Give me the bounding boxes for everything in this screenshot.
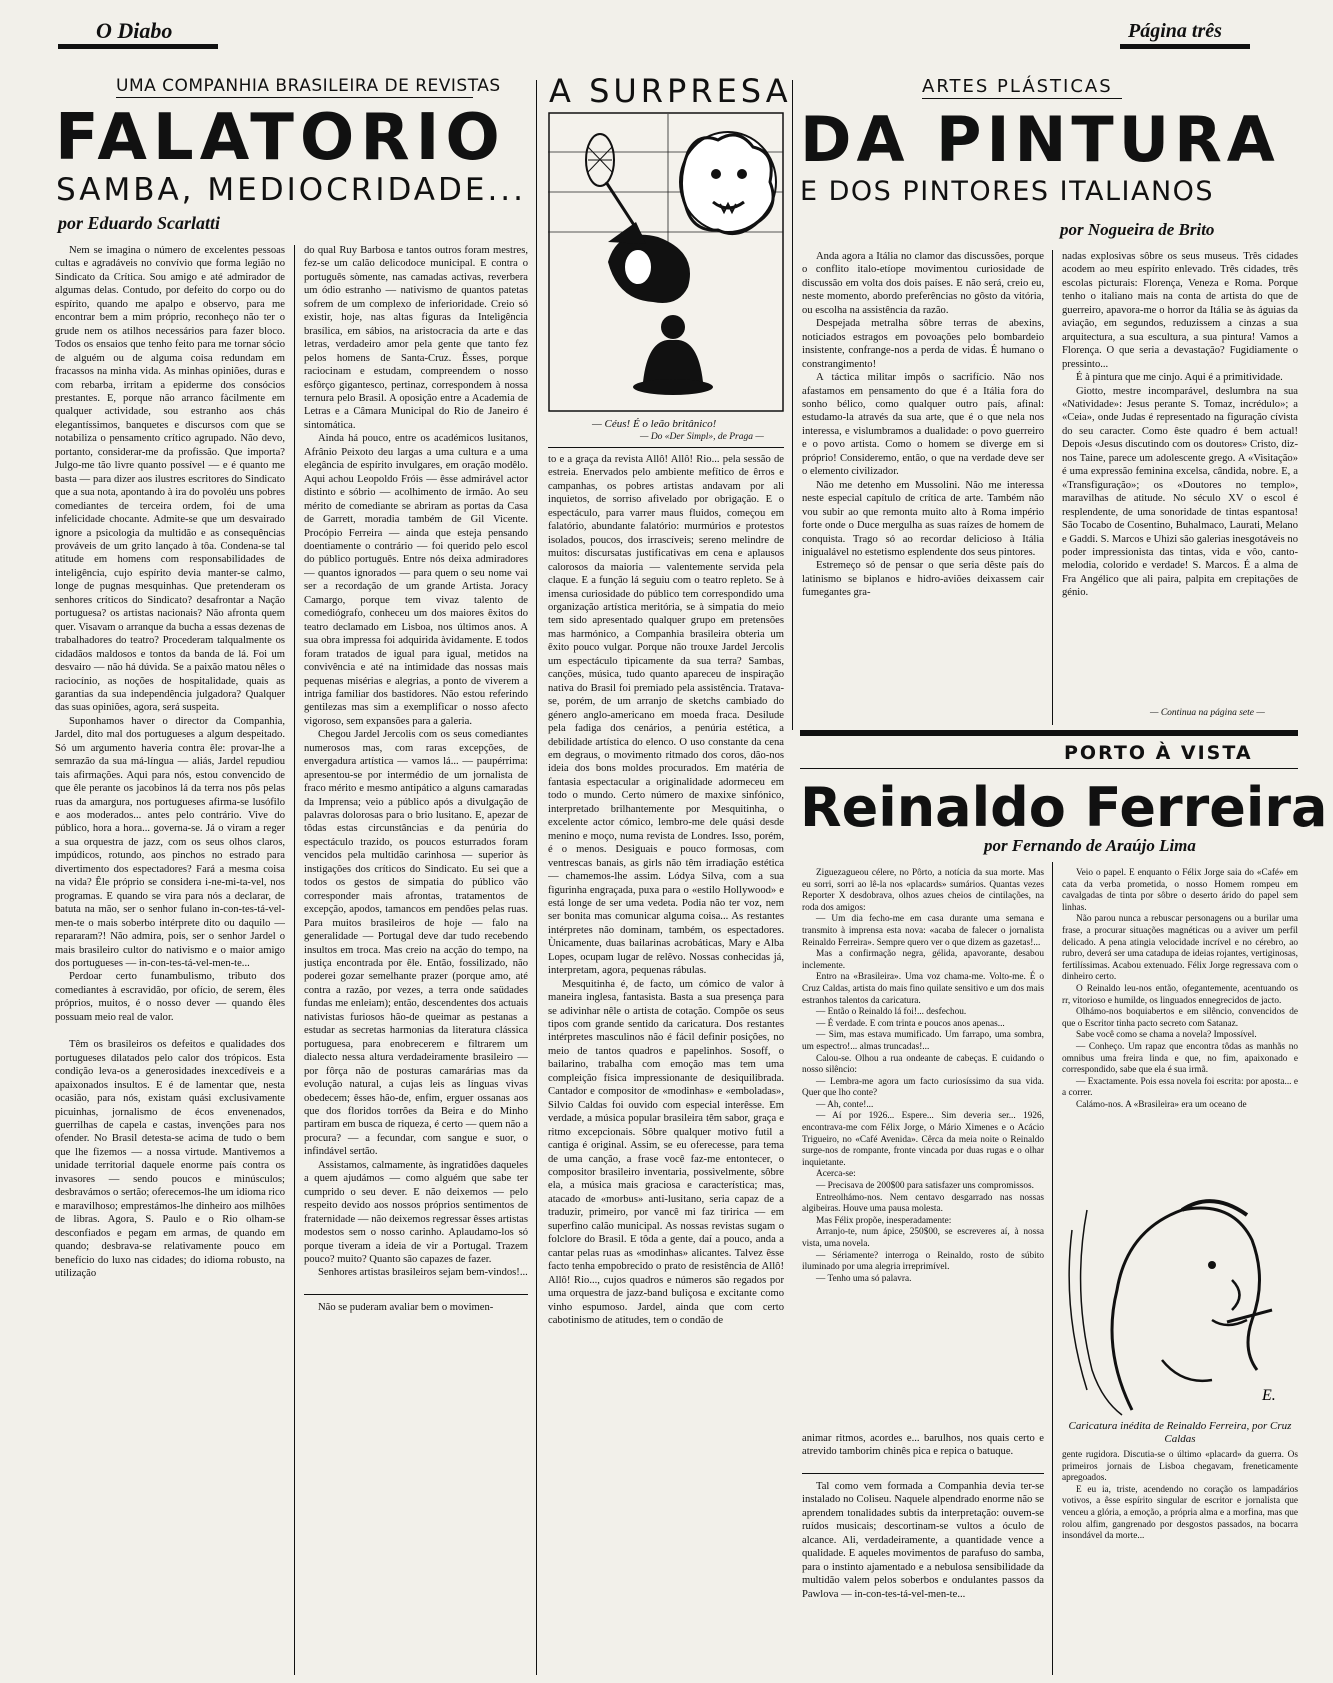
reinaldo-byline: por Fernando de Araújo Lima (984, 836, 1196, 855)
paragraph: Senhores artistas brasileiros sejam bem-vindos!... (318, 1267, 528, 1279)
reinaldo-col2 (1062, 868, 1298, 1163)
paragraph: Nem se imagina o número de excelentes pessoas cultas e agradáveis no convívio que forma legião no Sindicato da Crítica. Sou amigo e até admirador de algumas delas. Contudo, por defeito do corpo ou do espírito, quando me apalpo e observo, para me encontrar bem a mim próprio, reconheço não ter o grude nem os atilhos necessários para fazer bloco. Todos os ensaios que tenho feito para me tornar sócio de alguém ou de alguma coisa redundam em fracassos na minha vida. As minhas opiniões, duras e com rebarba, irritam a epiderme dos consócios prestantes. E, porque não arranco fàcilmente em qualquer actividade, sou estranho aos chás elegantíssimos, banquetes e discursos com que se notabiliza o pensamento crítico agrupado. Não devo, portanto, considerar-me da profissão. Que importa? Julgo-me tão livre quanto possível — e é quanto me basta — para dizer aos ilustres escritores do Sindicato que a sua nota, apontando à ira do povoléu uns pobres comediantes de terceira ordem, foi de uma infelicidade chocante. Admite-se que um desvairado ignore a psicologia da multidão e as consequências prováveis de um grito lançado à tôa. Condena-se tal atitude em homens com responsabilidades de inteligência, cujo espírito devia manter-se calmo, longe de pugnas mesquinhas. Que pretenderam os senhores críticos do Sindicato? desafrontar a Nação portuguesa? os artistas nacionais? Não afronta quem quer. Visavam o arranque da bucha a essas dezenas de trabalhadores do teatro? Procederam talqualmente os cidadãos maldosos e tontos da banda de lá. Foi um desvairo — não há dúvida. Se a paixão matou nêles o raciocínio, as noções de hospitalidade, quais as garantias da sua independência julgadora? Qualquer das suas opiniões, agora, será suspeita. (55, 245, 285, 714)
paragraph: to e a graça da revista Allô! Allô! Rio... pela sessão de estreia. Enervados pelo ambiente mefítico de êrros e campanhas, os pobres artistas andavam por ali inquietos, de sorriso afivelado por obrigação. E o espectáculo, para varrer maus fluidos, começou em falatório, abundante falatório: murmúrios e protestos isolados, poucos, dos irrascíveis; sereno melindre de muitos: discursatas justificativas em cena e aplausos calorosos da maioria — valentemente servida pela claque. E a função lá seguiu com o teatro repleto. Se à imensa curiosidade do público tem correspondido uma organização artística meritória, se à simpatia do meio tem sido apresentado qualquer grupo em pretensões mas harmónico, a Companhia brasileira obteria um êxito pouco vulgar. Porque não trouxe Jardel Jercolis um espectáculo tìpicamente da sua terra? Sambas, canções, música, tudo quanto apareceu de inspiração nativa do Brasil foi premiado pela assistência. Tratava-se, porém, de um arranjo de sketchs cambiado do género anglo-americano em moeda fraca. Desilude pela fadiga dos cenários, a penúria estética, a debilidade artística do elenco. O uso constante da cena em degraus, o movimento ritmado dos coros, dão-nos ideia dos bons moldes procurados. Em matéria de fantasia espectacular a originalidade adormeceu em todo o mundo. Certo número de maxixe sinfónico, interpretado brilhantemente por Mesquitinha, o excelente actor cómico, lembro-me dele quási desde menino e moço, numa revista de Londres. Isso, porém, é o menos. Desiguais e pouco formosas, com ventrescas banais, as girls não têm irradiação estética — chamemos-lhe assim. Lódya Silva, com a sua figurinha engraçada, puxa para o «estilo Hollywood» e está longe de ser uma vedeta. Podia não ter voz, nem ser bonita mas comunicar alguma coisa... As restantes intérpretes não dominam, também, os espectadores. Ùnicamente, duas bailarinas acrobáticas, Mary e Alba Lopes, ocupam lugar de relêvo. Nossas conhecidas já, interpretam, agora, pequenas rábulas. (548, 454, 784, 977)
paragraph: nadas explosivas sôbre os seus museus. Três cidades acodem ao meu espírito enlevado. Três cidades, três escolas picturais: Florença, Veneza e Roma. Porque tenho o italiano mais na conta de artista do que de guerreiro, apavora-me o horror da Itália se às águias da aviação, em segundos, reduzissem a cinzas a sua arquitectura, a sua escultura, a sua pintura! Vamos a Florença. O que seria a devastação? Fugidiamente o pressinto... (1062, 251, 1298, 370)
svg-text:E.: E. (1262, 1387, 1276, 1404)
pintura-title: DA PINTURA (800, 103, 1280, 176)
masthead-right-rule (1120, 44, 1250, 49)
reinaldo-kicker: PORTO À VISTA (1064, 742, 1253, 764)
paragraph: A táctica militar impôs o sacrifício. Não nos afastamos em pensamento do que é a Itália fora do sonho bélico, como qualquer outro país, afinal: estudamo-la através da sua arte, que é o que nela nos interessa, e vislumbramos a dualidade: o povo guerreiro e o povo artista. Como o homem se diverge em si próprio! Consideremo, então, o que na verdade deve ser o elemento civilizador. (802, 372, 1044, 478)
surpresa-cartoon (548, 112, 784, 412)
reinaldo-col1b (802, 1432, 1044, 1675)
reinaldo-kicker-rule (800, 768, 1298, 769)
paragraph: Mas Félix propõe, inesperadamente: (816, 1215, 952, 1226)
paragraph: — Precisava de 200$00 para satisfazer uns compromissos. (816, 1181, 1034, 1192)
pintura-col2 (1062, 250, 1298, 705)
paragraph: — Um dia fecho-me em casa durante uma semana e transmito à imprensa esta nova: «acaba de falecer o jornalista Reinaldo Ferreira». Sempre quero ver o que dizem as gazetas!... (802, 914, 1044, 948)
paragraph: Acerca-se: (816, 1169, 856, 1180)
paragraph: Despejada metralha sôbre terras de abexins, noticiados estragos em povoações pelo bombardeio insistente, confrange-nos a perda de vidas. É humano o constrangimento! (802, 318, 1044, 370)
paragraph: — Conheço. Um rapaz que encontra tôdas as manhãs no omnibus uma freira linda e que, no fim, apaixonado e correspondido, sabe que ela é sua irmã. (1062, 1041, 1298, 1076)
paragraph: É à pintura que me cinjo. Aqui é a primitividade. (1076, 372, 1283, 384)
surpresa-title: A SURPRESA (549, 72, 792, 110)
paragraph: Mesquitinha é, de facto, um cómico de valor à maneira inglesa, fantasista. Basta a sua presença para se adivinhar nêle o artista de cotação. Compõe os seus tipos com grande sentido da caricatura. Dos restantes intérpretes masculinos não é fácil definir posições, no meio de tantos quadros e papelinhos. Sosoff, o bailarino, trabalha com emoção mas tem uma compleição física impressionante de desiquilibrada. Cantador e compositor de «modinhas» e «emboladas», Silvio Caldas foi ouvido com especial interêsse. Em verdade, a música popular brasileira têm sabor, graça e ritmo excepcionais. Sôbre qualquer motivo futil a cantiga é original. Assim, se eu oferecesse, para tema de uma canção, a frase você faz-me entontecer, o compositor brasileiro inventaria, possìvelmente, sôbre ela, a música mais graciosa e característica; mas, atacado de «morbus» anti-lusitano, seria capaz de a traduzir, primeiro, por vancê mi faz tiririca — em superfino calão municipal. As nossas revistas sugam o folclore do Brasil. E tôda a gente, daí a pouco, anda a cantar pelas ruas as «modinhas» alicantes. Talvez êsse facto tenha empobrecido o prato de resistência de Allô! Allô! Rio..., cujos quadros e números são regados por uma orquestra de jazz-band buliçosa e excitante como vinho espumoso. Jardel, ainda que com certo cabotinismo de atitudes, tem o condão de (548, 978, 784, 1326)
paragraph: — Lembra-me agora um facto curiosíssimo da sua vida. Quer que lho conte? (802, 1076, 1044, 1099)
paragraph: Chegou Jardel Jercolis com os seus comediantes numerosos mas, com raras excepções, de envergadura artística — vamos lá... — paupérrima: apresentou-se por intermédio de um jornalista de fraco mérito e mesmo antipático a alguns camaradas da Imprensa; veio a público após a divulgação de palavras dolorosas para o brio lusitano. E, apezar de tôdas estas circunstâncias e da penúria do espectáculo trazido, os poucos esturrados foram vencidos pela multidão carinhosa — superior às instigações dos críticos do Sindicato. Eu sei que a todos os gestos de simpatia do público vão corresponder mais afrontas, tratamentos de excepção, apodos, tamancos em pendões pelas ruas. Para muitos brasileiros de hoje — falo na generalidade — Portugal deve dar tudo recebendo insultos em troca. Mas creio na acção do tempo, na justiça encontrada por êle. Então, fossilizado, não poderei gozar semelhante prazer (porque amo, até contra a razão, por vezes, a terra onde saüdades fundas me enleiam); então, descendentes dos actuais nativistas furiosos hão-de queimar as pestanas a estudar as secretas harmonias da literatura clássica portuguesa, para enobrecerem e filtrarem um dialecto nessa altura verdadeiramente brasileiro — por fôrça não de posturas camarárias mas da evolução natural, a cujas leis as línguas vivas obedecem; êsses hão-de, enfim, erguer ossanas aos que dos floridos torrões da Beira e do Minho partiram em busca de riqueza, é certo — quem não a procura? — a fecundar, com sangue e suor, o infindável sertão. (304, 729, 528, 1158)
paragraph: Anda agora a Itália no clamor das discussões, porque o conflito italo-etíope movimentou curiosidade de discussão em volta dos dois países. E não será, creio eu, neste momento, abordo preferências no gôsto da vitória, ou escolha na assistência da razão. (802, 251, 1044, 316)
falatorio-kicker: UMA COMPANHIA BRASILEIRA DE REVISTAS (116, 76, 501, 96)
reinaldo-col2b (1062, 1450, 1298, 1675)
paragraph: Entro na «Brasileira». Uma voz chama-me. Volto-me. É o Cruz Caldas, artista do mais fino quilate sensitivo e um dos mais estranhos talentos da caricatura. (802, 972, 1044, 1006)
masthead-right: Página três (1128, 20, 1222, 42)
caricature-caption: Caricatura inédita de Reinaldo Ferreira, por Cruz Caldas (1068, 1420, 1292, 1445)
paragraph: Mas a confirmação negra, gélida, apavorante, desabou inclemente. (802, 949, 1044, 971)
masthead-left: O Diabo (96, 18, 173, 43)
paragraph: Giotto, mestre incomparável, deslumbra na sua «Natividade»: Jesus perante S. Tomaz, incrédulo»; a «Ceia», onde Judas é representado na figuração cívista do seu caracter. Como êste quadro é bem actual! Depois «Jesus discutindo com os doutores» Cristo, diz-nos Taine, parece um adolescente grego. A «Visitação» é uma expressão feminina excelsa, cândida, nobre. E, a «Transfiguração»; os «Doutores no templo», maravilhas de atitude. No século XV o escol é resplendente, de uma sonoridade de tintas espantosa! São Tocabo de Cosentino, Buhalmaco, Laurati, Melano e Gaddi. S. Marcos e Uhizi são galerias inesgotáveis no poder impressionista das tintas, vida e vôo, canto-melodia, colorido e verdade! S. Marcos. É a alma de Fra Angélico que ali paira, palpita em crepitações de génio. (1062, 385, 1298, 599)
paragraph: animar ritmos, acordes e... barulhos, nos quais certo e atrevido tamborim chinês pica e repica o batuque. (802, 1433, 1044, 1458)
paragraph: Veio o papel. E enquanto o Félix Jorge saia do «Café» em cata da verba prometida, o nosso Homem rompeu em cavalgadas de tinta por sôbre o deserto árido do papel sem linhas. (1062, 868, 1298, 913)
paragraph: Sabe você como se chama a novela? Impossível. (1076, 1030, 1257, 1041)
paragraph: Entreolhámo-nos. Nem centavo desgarrado nas nossas algibeiras. Houve uma pausa molesta. (802, 1192, 1044, 1215)
divider-5 (1052, 862, 1053, 1675)
paragraph: Calámo-nos. A «Brasileira» era um oceano de (1076, 1099, 1247, 1110)
surpresa-rule (548, 447, 784, 448)
paragraph: — Exactamente. Pois essa novela foi escrita: por aposta... e a correr. (1062, 1076, 1298, 1099)
falatorio-byline: por Eduardo Scarlatti (58, 213, 221, 233)
paragraph: Olhámo-nos boquiabertos e em silêncio, convencidos de que o Escritor tinha pacto secreto com Satanaz. (1062, 1007, 1298, 1029)
divider-2 (792, 80, 793, 730)
paragraph: — É verdade. E com trinta e poucos anos apenas... (816, 1018, 1005, 1029)
paragraph: gente rugidora. Discutia-se o último «placard» da guerra. Os primeiros jornais de Lisboa chegavam, freneticamente apregoados. (1062, 1450, 1298, 1484)
paragraph: Arranjo-te, num ápice, 250$00, se escreveres aí, à nossa vista, uma novela. (802, 1227, 1044, 1249)
falatorio-col2 (304, 244, 528, 1676)
paragraph: Suponhamos haver o director da Companhia, Jardel, dito mal dos portugueses a algum despeitado. Só um argumento haveria contra êle: provar-lhe a semrazão da sua má-língua — aliás, Jardel repudiou tais afirmações. Aqui para nós, estou convencido de que êle perante os jacobinos lá da terra nos pôs pelas ruas da amargura, nos portugueses afirma-se lusófilo e aos moderados... antes pelo contrário. Vive do público, hora a hora... governa-se. Já o viram a reger a sua orquestra de jazz, com os seus olhos claros, impúdicos, rotundo, aos pinchos no estrado para divertimento dos espectadores? Fará a mesma coisa na vida? Êle próprio se considera i-ne-mi-ta-vel, nos programas. E quando se vira para nós a declarar, de batuta na mão, ser o senhor fulano in-con-tes-tá-vel-men-te o mais soberbo intérprete dito ou daquilo — repararam?! Não admira, pois, ser o senhor Jardel o mais brasileiro cultor do nativismo e o maior amigo dos portugueses — in-con-tes-tá-vel-men-te... (55, 715, 285, 970)
falatorio-col1 (55, 244, 285, 1676)
paragraph: Tal como vem formada a Companhia devia ter-se instalado no Coliseu. Naquele alpendrado enorme não se aprendem tonalidades subtis da interpretação: ouvem-se ruídos musicais; descortinam-se vultos a óculo de alcance. Ali, verdadeiramente, a quantidade vence a qualidade. E aqueles movimentos de parafuso do samba, para o instinto ajamentado e a nebulosa sensibilidade da multidão valem pelos soberbos e ondulantes passos da Pawlova — in-con-tes-tá-vel-men-te... (802, 1473, 1044, 1601)
paragraph: — Sériamente? interroga o Reinaldo, rosto de súbito iluminado por uma alegria irreprimível. (802, 1250, 1044, 1273)
paragraph: — Então o Reinaldo lá foi!... desfechou. (816, 1007, 967, 1018)
paragraph: — Sim, mas estava mumificado. Um farrapo, uma sombra, um espectro!... almas truncadas!... (802, 1030, 1044, 1052)
pintura-byline: por Nogueira de Brito (1060, 220, 1215, 239)
pintura-col1 (802, 250, 1044, 720)
paragraph: Assistamos, calmamente, às ingratidões daqueles a quem ajudámos — como alguém que sabe ter cumprido o seu dever. E não deixemos — pelo respeito devido aos nossos próprios sentimentos de fraternidade — não deixemos regressar êsses artistas modestos sem o nosso carinho. Aplaudamo-los só porque tiveram a ideia de vir a Portugal. Trazem pouco? muito? Quanto são capazes de fazer. (304, 1159, 528, 1265)
masthead-left-rule (58, 44, 218, 49)
surpresa-text (548, 453, 784, 1675)
pintura-continua: — Continua na página sete — (1150, 708, 1265, 718)
falatorio-title: FALATORIO (55, 101, 506, 175)
reinaldo-col1 (802, 868, 1044, 1423)
paragraph: — Ah, conte!... (816, 1099, 874, 1110)
lion-figure (680, 132, 776, 234)
paragraph: — Tenho uma só palavra. (816, 1273, 912, 1284)
pintura-kicker: ARTES PLÁSTICAS (922, 76, 1113, 97)
paragraph: Não parou nunca a rebuscar personagens ou a burilar uma frase, a procurar situações magnéticas ou a aviver um perfil delicado. A pena atingia velocidade incrível e no cérebro, ao rubro, deverá ser uma catadupa de ideias rojantes, vertiginosas, fertilíssimas. Acabou extenuado. Félix Jorge regressava com o dinheiro certo. (1062, 914, 1298, 983)
paragraph: Não me detenho em Mussolini. Não me interessa neste especial capítulo de crítica de arte. Também não vou subir ao que remonta muito alto à Roma império forte onde o Duce mergulha as suas raízes de homem de conquista. Trago só ao recordar delicioso à Itália inigualável no estetismo esplendente dos seus pintores. (802, 479, 1044, 558)
caricature-drawing (1062, 1170, 1298, 1420)
pintura-subtitle: E DOS PINTORES ITALIANOS (800, 176, 1215, 207)
divider-4 (1052, 250, 1053, 725)
divider-3 (294, 245, 295, 1675)
paragraph: E eu ia, triste, acendendo no coração os lampadários votivos, a êsse espírito singular de escritor e jornalista que venceu a glória, a emoção, a própria alma e a morfina, mas que rolou alfim, gangrenado por desgostos passados, na bocarra insondável da morte... (1062, 1484, 1298, 1542)
falatorio-subtitle: SAMBA, MEDIOCRIDADE... (56, 172, 527, 208)
paragraph: Calou-se. Olhou a rua ondeante de cabeças. E cuidando o nosso silêncio: (802, 1053, 1044, 1076)
paragraph: Estremeço só de pensar o que seria dêste país do latinismo se biplanos e hidro-aviões deixassem cair fumegantes gra- (802, 560, 1044, 599)
pintura-kicker-rule (922, 98, 1122, 99)
paragraph: Têm os brasileiros os defeitos e qualidades dos portugueses dilatados pelo calor dos trópicos. Esta condição leva-os a generosidades inexcedíveis e a apaixonados insultos. E é de lamentar que, nesta ocasião, para nós, existam quási exclusivamente picuinhas, jornalismo de écos envenenados, guerrilhas de capela e castas, invenções para nos ofender. No Brasil detesta-se acima de tudo o bem que lhe fizemos — a nossa virtude. Mantivemos a unidade territorial daquele enorme país contra os invasores — sendo poucos e minúsculos; desbravámos o sertão; oferecemos-lhe um idioma rico e maravilhoso; emprestámos-lhe dinheiro aos milhões de libras. Agora, S. Paulo e o Rio olham-se desconfiados e pegam em armas, de quando em quando; desbrava-se relativamente pouco em benefício do luxo nas cidades; do idioma robusto, na utilização (55, 1039, 285, 1279)
paragraph: — Aí por 1926... Espere... Sim deveria ser... 1926, encontrava-me com Félix Jorge, o Mário Ximenes e o Acácio Trigueiro, no «Café Avenida». Cêrca da meia noite o Reinaldo surge-nos de rompante, fronte vincada por duas rugas e o olhar inquietante. (802, 1111, 1044, 1168)
paragraph: Ziguezagueou célere, no Pôrto, a notícia da sua morte. Mas eu sorri, sorri ao lê-la nos «placards» sumários. Quantas vezes Reporter X desdobrava, olhos azues cheios de cintilações, na roda dos amigos: (802, 868, 1044, 913)
surpresa-caption: — Céus! É o leão britânico! (592, 418, 717, 430)
surpresa-credit: — Do «Der Simpl», de Praga — (640, 432, 764, 442)
divider-1 (536, 80, 537, 1675)
paragraph: O Reinaldo leu-nos então, ofegantemente, acentuando os rr, vitorioso e humilde, os linguados ennegrecidos de jacto. (1062, 983, 1298, 1006)
reinaldo-title: Reinaldo Ferreira (800, 776, 1328, 839)
reinaldo-top-bar (800, 730, 1298, 736)
paragraph: do qual Ruy Barbosa e tantos outros foram mestres, fez-se um calão delicodoce municipal. E contra o português sòmente, nas camadas activas, reverbera um ódio estranho — nativismo de quantos patetas sofrem de um complexo de inferioridade. Creio só existir, hoje, nas altas figuras da Inteligência brasílica, em sábios, na aristocracia da arte e das letras, verdadeiro amor pela gente que tanto fez pelos homens de Santa-Cruz. Êsses, porque raciocinam e estudam, compreendem o nosso esfôrço gigantesco, pertinaz, correspondem à nossa ternura pelo Brasil. A oposição entre a Academia de Letras e a Câmara Municipal do Rio de Janeiro é sintomática. (304, 245, 528, 431)
paragraph: Não se puderam avaliar bem o movimen- (304, 1294, 528, 1314)
paragraph: Ainda há pouco, entre os académicos lusitanos, Afrânio Peixoto deu largas a uma cultura e a uma elegância de espírito invulgares, em oração modêlo. Aqui achou Leopoldo Fróis — êsse admirável actor distinto e sóbrio — acolhimento de irmão. Ao seu mérito de comediante se abriram as portas da Casa de Garrett, moradia também de Gil Vicente. Procópio Ferreira — ainda que esteja pensando doentiamente o contrário — foi querido pelo escol do público português. Entre nós deixa admiradores — quantos ignorados — para quem o seu nome vai ser a recordação de um grande Artista. Joracy Camargo, porque tem vivaz talento de comediógrafo, conheceu um dos maiores êxitos do teatro declamado em Lisboa, nos últimos anos. A sua obra impressa foi adquirida àvidamente. E todos foram tratados de igual para igual, metidos na convivência e até na intimidade das nossas mais pequenas misérias e alegrias, a ponto de viverem a intriga familiar dos bastidores. Não estou referindo gentilezas mas sim a exemplificar o nosso afecto vigoroso, sem expansões para a galeria. (304, 433, 528, 727)
paragraph: Perdoar certo funambulismo, tributo dos comediantes à escravidão, por ofício, de serem, êles próprios, muitos, é o nosso dever — quando êles possuam meio real de valor. (55, 971, 285, 1023)
